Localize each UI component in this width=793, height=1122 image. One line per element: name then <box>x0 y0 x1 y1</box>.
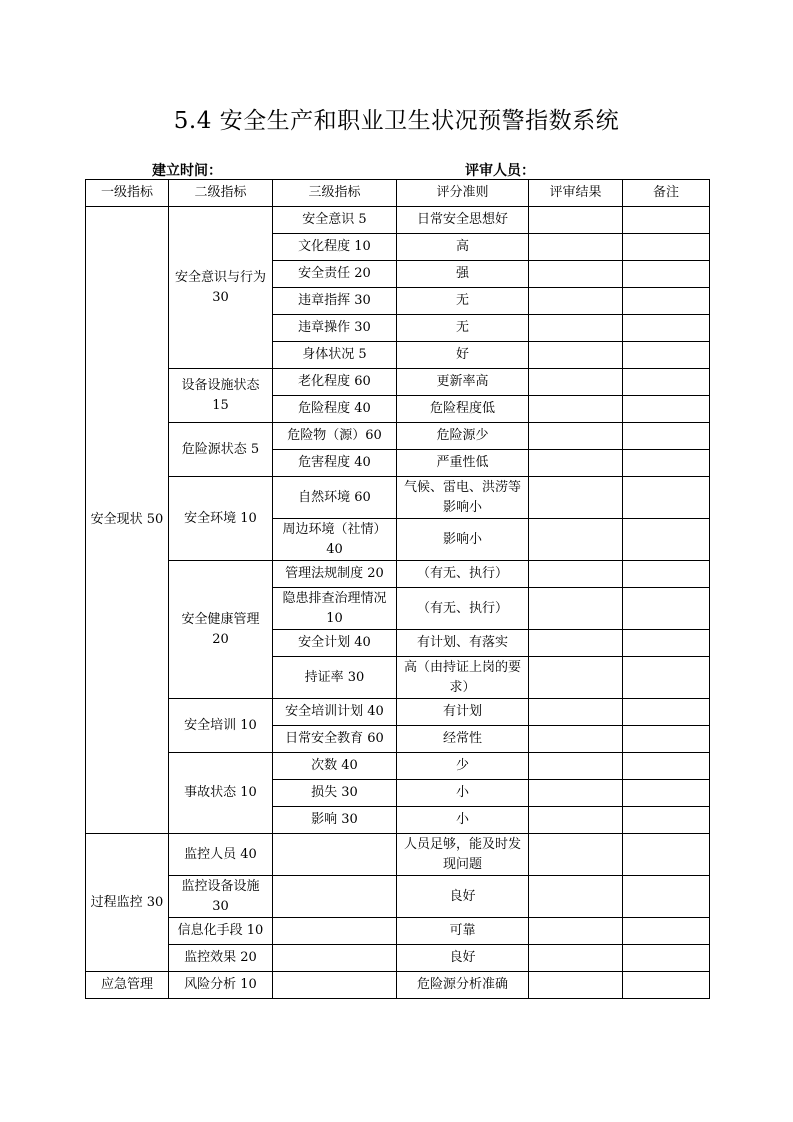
review-result-cell[interactable] <box>529 876 623 918</box>
scoring-criterion: 更新率高 <box>397 369 529 396</box>
review-result-cell[interactable] <box>529 342 623 369</box>
review-result-cell[interactable] <box>529 396 623 423</box>
scoring-criterion: 少 <box>397 753 529 780</box>
review-result-cell[interactable] <box>529 369 623 396</box>
level3-indicator: 日常安全教育 60 <box>273 726 397 753</box>
table-row <box>86 423 710 450</box>
scoring-criterion: （有无、执行） <box>397 561 529 588</box>
remark-cell[interactable] <box>623 561 710 588</box>
table-row <box>86 207 710 234</box>
review-result-cell[interactable] <box>529 918 623 945</box>
level2-indicator: 监控效果 20 <box>169 945 273 972</box>
level3-indicator <box>273 876 397 918</box>
scoring-criterion: 可靠 <box>397 918 529 945</box>
review-result-cell[interactable] <box>529 234 623 261</box>
remark-cell[interactable] <box>623 972 710 999</box>
remark-cell[interactable] <box>623 519 710 561</box>
scoring-criterion: 危险源少 <box>397 423 529 450</box>
level3-indicator <box>273 918 397 945</box>
review-result-cell[interactable] <box>529 807 623 834</box>
remark-cell[interactable] <box>623 753 710 780</box>
remark-cell[interactable] <box>623 234 710 261</box>
remark-cell[interactable] <box>623 918 710 945</box>
table-row <box>86 876 710 918</box>
level3-indicator: 隐患排查治理情况 10 <box>273 588 397 630</box>
remark-cell[interactable] <box>623 315 710 342</box>
scoring-criterion: 日常安全思想好 <box>397 207 529 234</box>
review-result-cell[interactable] <box>529 207 623 234</box>
review-result-cell[interactable] <box>529 834 623 876</box>
remark-cell[interactable] <box>623 807 710 834</box>
level1-indicator: 应急管理 <box>86 972 169 999</box>
review-result-cell[interactable] <box>529 519 623 561</box>
scoring-criterion: 有计划、有落实 <box>397 630 529 657</box>
review-result-cell[interactable] <box>529 657 623 699</box>
warning-index-table <box>85 179 710 999</box>
table-row <box>86 972 710 999</box>
table-row <box>86 834 710 876</box>
page-title: 5.4 安全生产和职业卫生状况预警指数系统 <box>173 108 620 134</box>
review-result-cell[interactable] <box>529 477 623 519</box>
scoring-criterion: 小 <box>397 780 529 807</box>
scoring-criterion: 危险程度低 <box>397 396 529 423</box>
remark-cell[interactable] <box>623 780 710 807</box>
level3-indicator: 安全计划 40 <box>273 630 397 657</box>
header-result: 评审结果 <box>529 180 623 207</box>
remark-cell[interactable] <box>623 369 710 396</box>
header-criterion: 评分准则 <box>397 180 529 207</box>
remark-cell[interactable] <box>623 834 710 876</box>
review-result-cell[interactable] <box>529 261 623 288</box>
header-level3: 三级指标 <box>273 180 397 207</box>
level3-indicator: 管理法规制度 20 <box>273 561 397 588</box>
level3-indicator <box>273 972 397 999</box>
scoring-criterion: 严重性低 <box>397 450 529 477</box>
remark-cell[interactable] <box>623 726 710 753</box>
established-time-label: 建立时间： <box>152 163 222 179</box>
table-row <box>86 918 710 945</box>
remark-cell[interactable] <box>623 423 710 450</box>
header-remark: 备注 <box>623 180 710 207</box>
level2-indicator: 风险分析 10 <box>169 972 273 999</box>
reviewer-label: 评审人员： <box>465 163 535 179</box>
remark-cell[interactable] <box>623 876 710 918</box>
level3-indicator: 危险程度 40 <box>273 396 397 423</box>
remark-cell[interactable] <box>623 450 710 477</box>
scoring-criterion: 良好 <box>397 876 529 918</box>
level1-indicator: 过程监控 30 <box>86 834 169 972</box>
scoring-criterion: 无 <box>397 288 529 315</box>
scoring-criterion: 良好 <box>397 945 529 972</box>
level3-indicator: 老化程度 60 <box>273 369 397 396</box>
scoring-criterion: 好 <box>397 342 529 369</box>
scoring-criterion: 危险源分析准确 <box>397 972 529 999</box>
level3-indicator: 违章指挥 30 <box>273 288 397 315</box>
table-row <box>86 699 710 726</box>
review-result-cell[interactable] <box>529 780 623 807</box>
level3-indicator: 安全意识 5 <box>273 207 397 234</box>
remark-cell[interactable] <box>623 699 710 726</box>
remark-cell[interactable] <box>623 630 710 657</box>
header-level2: 二级指标 <box>169 180 273 207</box>
level3-indicator: 危险物（源）60 <box>273 423 397 450</box>
review-result-cell[interactable] <box>529 561 623 588</box>
level3-indicator: 身体状况 5 <box>273 342 397 369</box>
level2-indicator: 安全环境 10 <box>169 477 273 561</box>
remark-cell[interactable] <box>623 945 710 972</box>
scoring-criterion: 有计划 <box>397 699 529 726</box>
review-result-cell[interactable] <box>529 699 623 726</box>
remark-cell[interactable] <box>623 342 710 369</box>
level3-indicator: 文化程度 10 <box>273 234 397 261</box>
level2-indicator: 信息化手段 10 <box>169 918 273 945</box>
scoring-criterion: 高（由持证上岗的要求） <box>397 657 529 699</box>
scoring-criterion: 影响小 <box>397 519 529 561</box>
review-result-cell[interactable] <box>529 588 623 630</box>
review-result-cell[interactable] <box>529 450 623 477</box>
remark-cell[interactable] <box>623 588 710 630</box>
remark-cell[interactable] <box>623 396 710 423</box>
level2-indicator: 事故状态 10 <box>169 753 273 834</box>
level3-indicator: 危害程度 40 <box>273 450 397 477</box>
review-result-cell[interactable] <box>529 945 623 972</box>
remark-cell[interactable] <box>623 288 710 315</box>
level2-indicator: 危险源状态 5 <box>169 423 273 477</box>
table-row <box>86 945 710 972</box>
scoring-criterion: 人员足够，能及时发现问题 <box>397 834 529 876</box>
level1-indicator: 安全现状 50 <box>86 207 169 834</box>
review-result-cell[interactable] <box>529 423 623 450</box>
remark-cell[interactable] <box>623 477 710 519</box>
level3-indicator: 自然环境 60 <box>273 477 397 519</box>
level2-indicator: 安全健康管理 20 <box>169 561 273 699</box>
header-level1: 一级指标 <box>86 180 169 207</box>
remark-cell[interactable] <box>623 657 710 699</box>
scoring-criterion: 经常性 <box>397 726 529 753</box>
level3-indicator: 周边环境（社情）40 <box>273 519 397 561</box>
review-result-cell[interactable] <box>529 288 623 315</box>
scoring-criterion: 小 <box>397 807 529 834</box>
scoring-criterion: 高 <box>397 234 529 261</box>
scoring-criterion: （有无、执行） <box>397 588 529 630</box>
level2-indicator: 设备设施状态 15 <box>169 369 273 423</box>
level3-indicator: 损失 30 <box>273 780 397 807</box>
level3-indicator: 影响 30 <box>273 807 397 834</box>
remark-cell[interactable] <box>623 261 710 288</box>
table-row <box>86 561 710 588</box>
level3-indicator: 安全培训计划 40 <box>273 699 397 726</box>
remark-cell[interactable] <box>623 207 710 234</box>
table-row <box>86 477 710 519</box>
level3-indicator <box>273 834 397 876</box>
table-row <box>86 369 710 396</box>
review-result-cell[interactable] <box>529 726 623 753</box>
review-result-cell[interactable] <box>529 630 623 657</box>
level3-indicator <box>273 945 397 972</box>
table-header-row <box>86 180 710 207</box>
review-result-cell[interactable] <box>529 753 623 780</box>
level3-indicator: 安全责任 20 <box>273 261 397 288</box>
level3-indicator: 持证率 30 <box>273 657 397 699</box>
review-result-cell[interactable] <box>529 315 623 342</box>
level3-indicator: 次数 40 <box>273 753 397 780</box>
level3-indicator: 违章操作 30 <box>273 315 397 342</box>
level2-indicator: 安全意识与行为 30 <box>169 207 273 369</box>
scoring-criterion: 气候、雷电、洪涝等影响小 <box>397 477 529 519</box>
level2-indicator: 安全培训 10 <box>169 699 273 753</box>
table-row <box>86 753 710 780</box>
level2-indicator: 监控人员 40 <box>169 834 273 876</box>
scoring-criterion: 无 <box>397 315 529 342</box>
scoring-criterion: 强 <box>397 261 529 288</box>
level2-indicator: 监控设备设施 30 <box>169 876 273 918</box>
review-result-cell[interactable] <box>529 972 623 999</box>
